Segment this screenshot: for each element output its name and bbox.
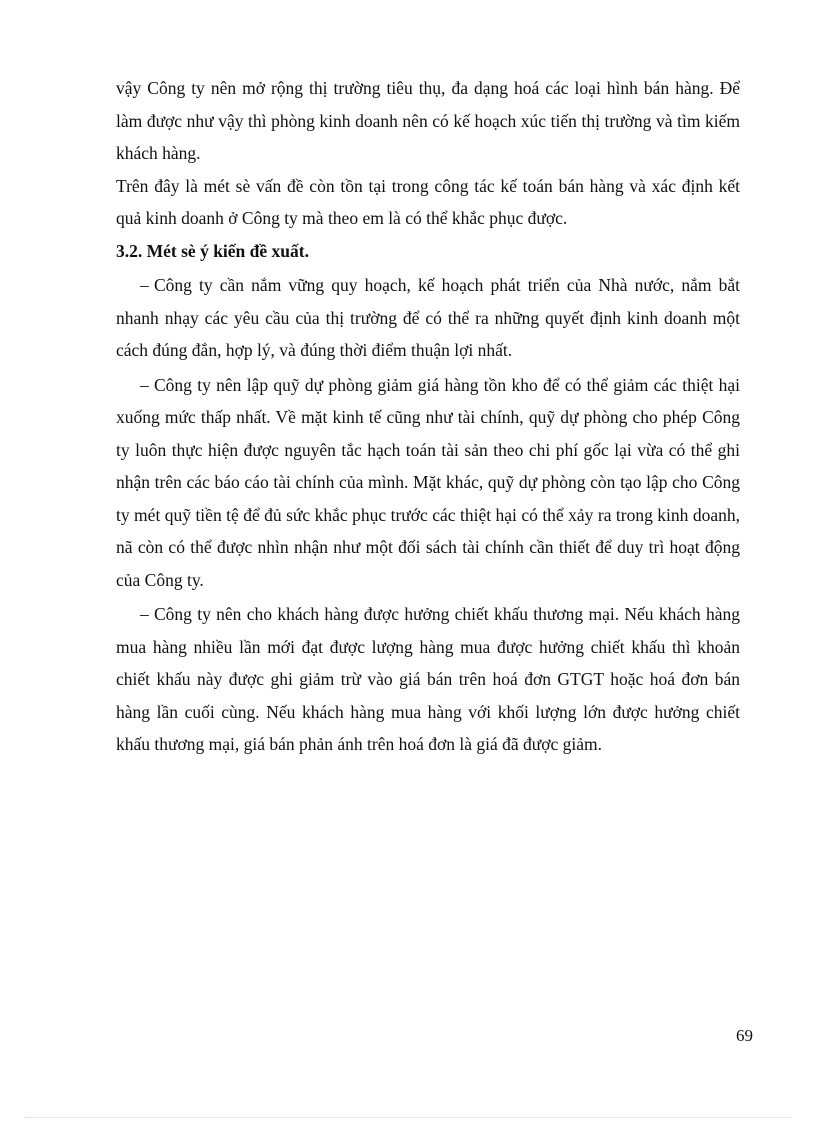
paragraph-summary: Trên đây là mét sè vấn đề còn tồn tại trong công tác kế toán bán hàng và xác định kết quả kinh doanh ở Công ty mà theo em là có thể khắc phục được. bbox=[116, 175, 740, 228]
dash-marker: – bbox=[140, 275, 149, 295]
dash-marker: – bbox=[140, 374, 149, 395]
paragraph-continuation: vậy Công ty nên mở rộng thị trường tiêu thụ, đa dạng hoá các loại hình bán hàng. Để làm được như vậy thì phòng kinh doanh nên có kế hoạch xúc tiến thị trường và tìm kiếm khách hàng. bbox=[116, 78, 740, 163]
list-item-text: Công ty nên cho khách hàng được hưởng chiết khấu thương mại. Nếu khách hàng mua hàng nhiều lần mới đạt được lượng hàng mua được hưởng chiết khấu thì khoản chiết khấu này được ghi giảm trừ vào giá bán trên hoá đơn GTGT hoặc hoá đơn bán hàng lần cuối cùng. Nếu khách hàng mua hàng với khối lượng lớn được hưởng chiết khấu thương mại, giá bán phản ánh trên hoá đơn là giá đã được giảm. bbox=[116, 604, 740, 754]
list-item-text: Công ty nên lập quỹ dự phòng giảm giá hàng tồn kho để có thể giảm các thiệt hại xuống mức thấp nhất. Về mặt kinh tế cũng như tài chính, quỹ dự phòng cho phép Công ty luôn thực hiện được nguyên tắc hạch toán tài sản theo chi phí gốc lại vừa có thể ghi nhận trên các báo cáo tài chính của mình. Mặt khác, quỹ dự phòng còn tạo lập cho Công ty mét quỹ tiền tệ để đủ sức khắc phục trước các thiệt hại có thể xảy ra trong kinh doanh, nã còn có thể được nhìn nhận như một đối sách tài chính cần thiết để duy trì hoạt động của Công ty. bbox=[116, 374, 740, 590]
dash-marker: – bbox=[140, 604, 149, 624]
list-item-text: Công ty cần nắm vững quy hoạch, kế hoạch phát triển của Nhà nước, nắm bắt nhanh nhạy các yêu cầu của thị trường để có thể ra những quyết định kinh doanh một cách đúng đắn, hợp lý, và đúng thời điểm thuận lợi nhất. bbox=[116, 275, 740, 360]
list-item bbox=[116, 367, 740, 597]
list-item bbox=[116, 267, 740, 367]
list-item bbox=[116, 596, 740, 761]
page-number: 69 bbox=[736, 1026, 753, 1045]
section-heading: 3.2. Mét sè ý kiến đề xuất. bbox=[116, 240, 309, 261]
page-body bbox=[116, 72, 740, 761]
page-bottom-rule bbox=[24, 1117, 792, 1118]
